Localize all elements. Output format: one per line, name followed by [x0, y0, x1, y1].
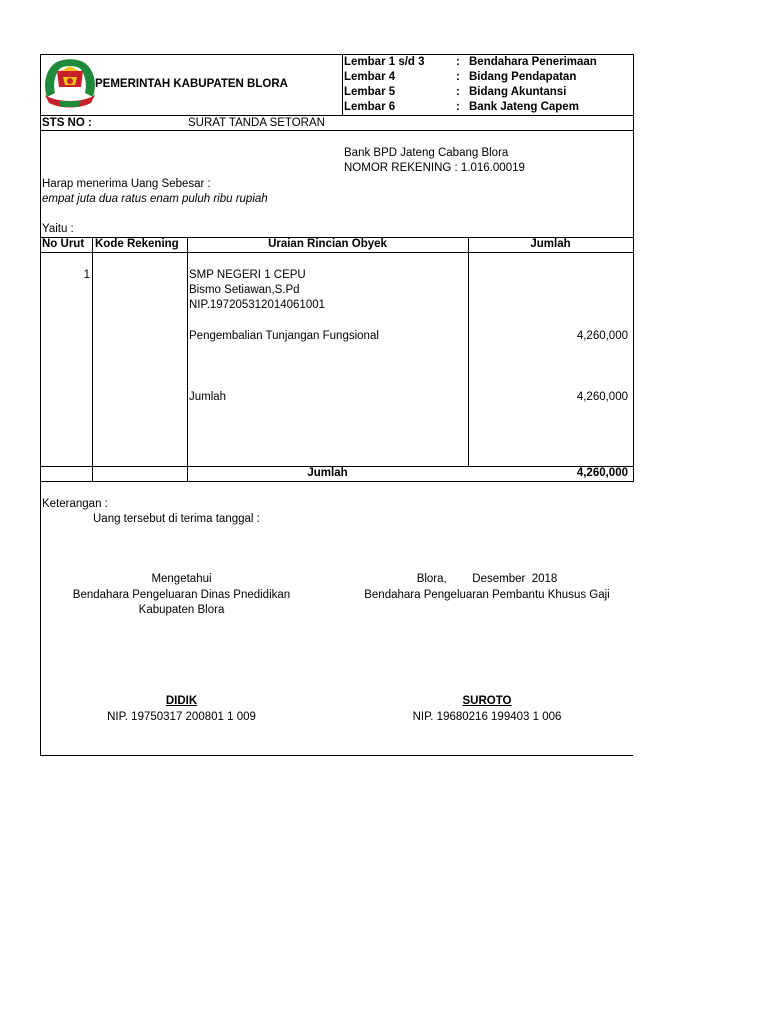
sts-row-bottom-line: [40, 130, 633, 131]
distribution-sheet-3: Lembar 5: [344, 86, 396, 98]
sts-number-label: STS NO :: [42, 117, 92, 129]
total-label: Jumlah: [307, 467, 348, 479]
bank-account-number: NOMOR REKENING : 1.016.00019: [344, 162, 525, 174]
table-total-bottom-line: [40, 481, 633, 482]
school-name: SMP NEGERI 1 CEPU: [189, 269, 306, 281]
keterangan-label: Keterangan :: [42, 498, 108, 510]
frame-left-line: [40, 54, 41, 756]
left-sign-title: Bendahara Pengeluaran Dinas Pnedidikan: [72, 589, 291, 601]
distribution-recipient-4: Bank Jateng Capem: [469, 101, 579, 113]
org-name: PEMERINTAH KABUPATEN BLORA: [95, 78, 288, 90]
col-header-jumlah: Jumlah: [530, 238, 571, 250]
distribution-sep-4: :: [456, 101, 460, 113]
col-header-no-urut: No Urut: [42, 238, 85, 250]
right-sign-name: SUROTO: [462, 695, 512, 707]
total-amount: 4,260,000: [576, 467, 628, 479]
right-sign-nip: NIP. 19680216 199403 1 006: [412, 711, 562, 723]
depositor-name: Bismo Setiawan,S.Pd: [189, 284, 300, 296]
left-sign-mengetahui: Mengetahui: [151, 573, 212, 585]
frame-right-line: [633, 54, 634, 482]
left-sign-region: Kabupaten Blora: [138, 604, 225, 616]
item-description: Pengembalian Tunjangan Fungsional: [189, 330, 379, 342]
col-header-kode-rekening: Kode Rekening: [95, 238, 179, 250]
col-divider-3: [468, 237, 469, 467]
row-number: 1: [83, 269, 90, 281]
left-sign-nip: NIP. 19750317 200801 1 009: [107, 711, 256, 723]
table-header-bottom-line: [40, 252, 633, 253]
distribution-sheet-2: Lembar 4: [344, 71, 396, 83]
distribution-sep-2: :: [456, 71, 460, 83]
distribution-recipient-3: Bidang Akuntansi: [469, 86, 567, 98]
header-bottom-line: [40, 115, 633, 116]
col-header-uraian: Uraian Rincian Obyek: [268, 238, 387, 250]
yaitu-label: Yaitu :: [42, 223, 74, 235]
distribution-recipient-2: Bidang Pendapatan: [469, 71, 577, 83]
receipt-request-label: Harap menerima Uang Sebesar :: [42, 178, 211, 190]
distribution-sep-3: :: [456, 86, 460, 98]
subtotal-amount: 4,260,000: [576, 391, 628, 403]
right-sign-place-date: Blora, Desember 2018: [416, 573, 558, 585]
right-sign-title: Bendahara Pengeluaran Pembantu Khusus Gaji: [364, 589, 610, 601]
distribution-sheet-1: Lembar 1 s/d 3: [344, 56, 425, 68]
col-divider-2: [187, 237, 188, 481]
item-amount: 4,260,000: [576, 330, 628, 342]
received-date-line: Uang tersebut di terima tanggal :: [93, 513, 260, 525]
distribution-sheet-4: Lembar 6: [344, 101, 396, 113]
left-sign-name: DIDIK: [165, 695, 198, 707]
bank-name: Bank BPD Jateng Cabang Blora: [344, 147, 509, 159]
depositor-nip: NIP.197205312014061001: [189, 299, 326, 311]
distribution-recipient-1: Bendahara Penerimaan: [469, 56, 597, 68]
frame-bottom-line: [40, 755, 633, 756]
distribution-sep-1: :: [456, 56, 460, 68]
blora-regency-emblem: [41, 57, 99, 113]
header-divider: [342, 54, 343, 115]
col-divider-1: [92, 237, 93, 481]
subtotal-label: Jumlah: [189, 391, 227, 403]
amount-in-words: empat juta dua ratus enam puluh ribu rupiah: [42, 193, 268, 205]
document-title: SURAT TANDA SETORAN: [188, 117, 325, 129]
